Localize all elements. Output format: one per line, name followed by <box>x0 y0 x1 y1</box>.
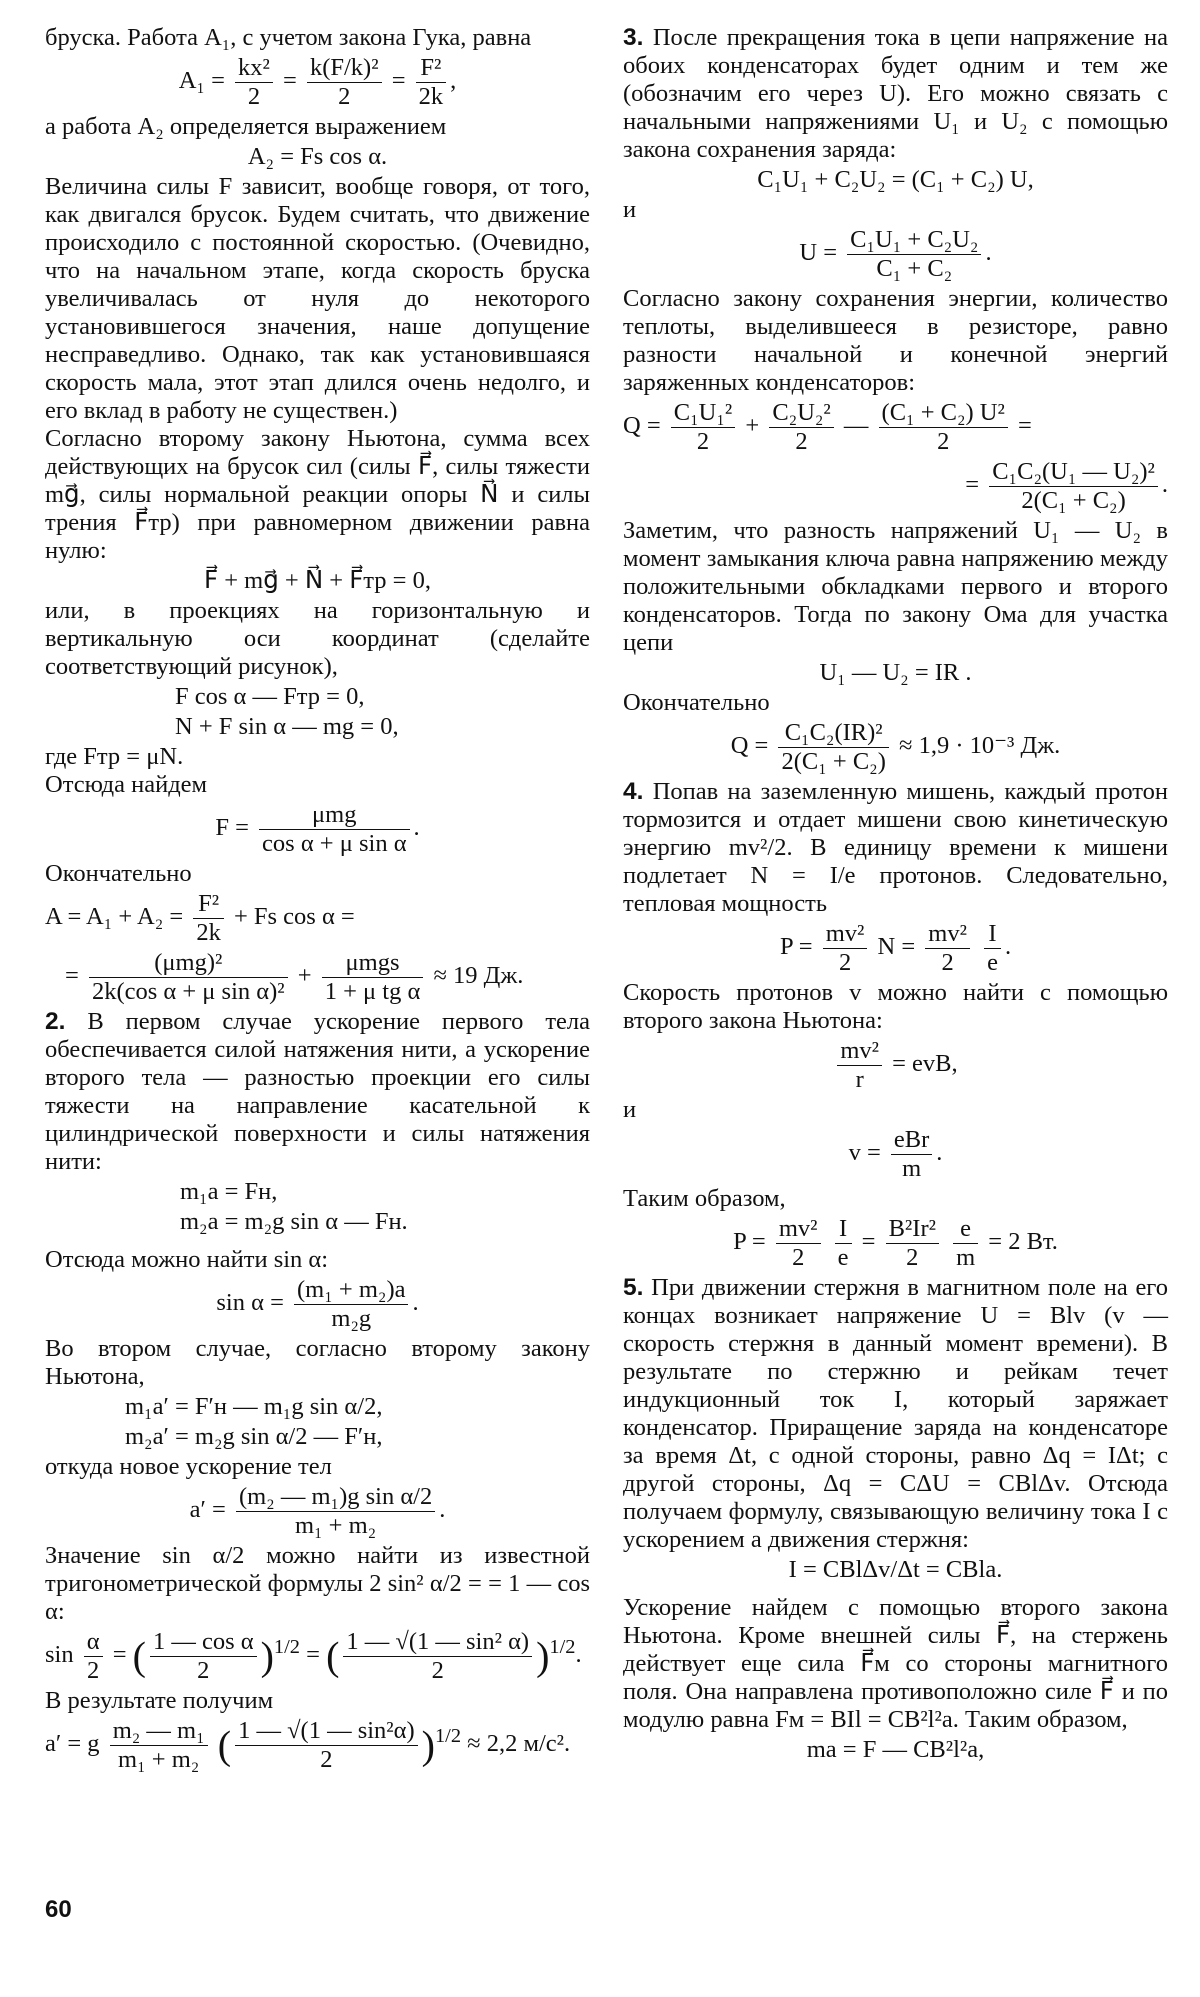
paragraph: и <box>623 196 637 223</box>
fraction: $\frac{\text{k(F/k)²}}{2}$ <box>307 54 382 111</box>
paragraph: Окончательно <box>623 689 770 716</box>
fraction: $\frac{\text{C₁C₂(IR)²}}{\text{2(C₁ + C₂)}}$ <box>778 719 888 776</box>
paragraph: 2. В первом случае ускорение первого тела обеспечивается силой натяжения нити, а ускорение второго тела — разностью проекции его силы тяжести на направление касательной к цилиндрической поверхности и силы натяжения нити: <box>45 1008 591 1175</box>
paragraph: Значение sin α/2 можно найти из известной тригонометрической формулы 2 sin² α/2 = = 1 — cos α: <box>45 1542 590 1625</box>
paragraph: Ускорение найдем с помощью второго закона Ньютона. Кроме внешней силы F⃗, на стержень действует еще сила F⃗м со стороны магнитного поля. Она направлена противоположно силе F⃗ и по модулю равна Fм = BIl = CB²l²a. Таким образом, <box>623 1594 1168 1733</box>
paragraph: 3. После прекращения тока в цепи напряжение на обоих конденсаторах будет одним и тем же (обозначим его через U). Его можно связать с начальными напряжениями U₁ и U₂ с помощью закона сохранения заряда: <box>623 24 1169 163</box>
problem-number: 2. <box>45 1008 66 1035</box>
equation-projection-x: F cos α — Fтр = 0, <box>175 683 365 710</box>
paragraph: Скорость протонов v можно найти с помощью второго закона Ньютона: <box>623 979 1168 1034</box>
equation-work-result: = $\frac{\text{(μmg)²}}{\text{2k(cos α + μ sin α)²}}$ + $\frac{\text{μmgs}}{\text{1 + μ tg α}}$ ≈ 19 Дж. <box>65 949 524 1005</box>
paragraph: Согласно закону сохранения энергии, количество теплоты, выделившееся в резисторе, равно разности начальной и конечной энергий заряженных конденсаторов: <box>623 285 1168 396</box>
equation-case2-body1: m₁a′ = F′н — m₁g sin α/2, <box>125 1393 383 1420</box>
right-column <box>623 24 1168 1766</box>
fraction: $\frac{\text{mv²}}{2}$ <box>823 920 868 977</box>
equation-new-accel: a′ = $\frac{\text{(m₂ — m₁)g sin α/2}}{\text{m₁ + m₂}}$ . <box>189 1483 446 1539</box>
fraction: $\frac{\text{C₂U₂²}}{2}$ <box>769 399 833 456</box>
paragraph: Согласно второму закону Ньютона, сумма всех действующих на брусок сил (силы F⃗, силы тяжести mg⃗, силы нормальной реакции опоры N⃗ и силы трения F⃗тр) при равномерном движении равна нулю: <box>45 425 590 564</box>
equation-velocity: v = $\frac{\text{eBr}}{m}$ . <box>848 1126 943 1182</box>
equation-heat-result: = $\frac{\text{C₁C₂(U₁ — U₂)²}}{\text{2(C₁ + C₂)}}$ . <box>965 458 1168 514</box>
equation-a2: A₂ = Fs cos α. <box>247 143 388 170</box>
paragraph: Величина силы F зависит, вообще говоря, от того, как двигался брусок. Будем считать, что движение происходило с постоянной скоростью. (Очевидно, что на начальном этапе, когда скорость бруска увеличивалась от нуля до некоторого установившегося значения, наше допущение несправедливо. Однако, так как установившаяся скорость мала, этот этап длился очень недолго, и его вклад в работу не существен.) <box>45 173 590 424</box>
paragraph: Окончательно <box>45 860 192 887</box>
equation-power: P = $\frac{\text{mv²}}{2}$ N = $\frac{\text{mv²}}{2}$ $\frac{I}{e}$ . <box>779 920 1012 976</box>
fraction: $\frac{\text{C₁C₂(U₁ — U₂)²}}{\text{2(C₁ + C₂)}}$ <box>989 458 1158 515</box>
paragraph: 4. Попав на заземленную мишень, каждый протон тормозится и отдает мишени свою кинетическую энергию mv²/2. В единицу времени к мишени подлетает N = I/e протонов. Следовательно, тепловая мощность <box>623 778 1169 917</box>
fraction: $\frac{\text{(m₂ — m₁)g sin α/2}}{\text{m₁ + m₂}}$ <box>236 1483 435 1540</box>
fraction: $\frac{e}{m}$ <box>953 1215 978 1272</box>
paragraph: Заметим, что разность напряжений U₁ — U₂ в момент замыкания ключа равна напряжению между положительными обкладками первого и второго конденсаторов. Тогда по закону Ома для участка цепи <box>623 517 1168 656</box>
fraction: $\frac{I}{e}$ <box>835 1215 852 1272</box>
equation-sin: sin α = $\frac{\text{(m₁ + m₂)a}}{\text{m₂g}}$ . <box>216 1276 419 1332</box>
fraction: $\frac{\text{1 — √(1 — sin²α)}}{2}$ <box>235 1717 418 1774</box>
fraction: $\frac{\text{(C₁ + C₂) U²}}{2}$ <box>879 399 1008 456</box>
equation-heat-final: Q = $\frac{\text{C₁C₂(IR)²}}{\text{2(C₁ + C₂)}}$ ≈ 1,9 · 10⁻³ Дж. <box>730 719 1061 775</box>
problem-number: 4. <box>623 778 644 805</box>
equation-case2-body2: m₂a′ = m₂g sin α/2 — F′н, <box>125 1423 383 1450</box>
problem-number: 5. <box>623 1274 644 1301</box>
equation-body2: m₂a = m₂g sin α — Fн. <box>180 1208 408 1235</box>
page-number: 60 <box>45 1896 72 1923</box>
paragraph: Во втором случае, согласно второму закону Ньютона, <box>45 1335 590 1390</box>
paragraph: Таким образом, <box>623 1185 786 1212</box>
paragraph: бруска. Работа A₁, с учетом закона Гука, равна <box>45 24 532 51</box>
fraction: $\frac{\alpha}{2}$ <box>84 1628 103 1685</box>
fraction: $\frac{\text{mv²}}{2}$ <box>776 1215 821 1272</box>
fraction: $\frac{\text{1 — cos α}}{2}$ <box>150 1628 257 1685</box>
equation-voltage: U = $\frac{\text{C₁U₁ + C₂U₂}}{\text{C₁ + C₂}}$ . <box>799 226 992 282</box>
fraction: $\frac{I}{e}$ <box>984 920 1001 977</box>
equation-half-angle: sin $\frac{\alpha}{2}$ = ( $\frac{\text{1 — cos α}}{2}$ )$^{1/2}$ = ( $\frac{\text{1 — √(1 — sin² α)}}{2}$ )$^{1/2}$. <box>45 1628 582 1684</box>
fraction: $\frac{\text{C₁U₁²}}{2}$ <box>671 399 735 456</box>
equation-rod-motion: ma = F — CB²l²a, <box>806 1736 985 1763</box>
equation-result-accel: a′ = g $\frac{\text{m₂ — m₁}}{\text{m₁ + m₂}}$ ( $\frac{\text{1 — √(1 — sin²α)}}{2}$ )$^{1/2}$ ≈ 2,2 м/с². <box>45 1717 571 1773</box>
equation-work: A = A₁ + A₂ = $\frac{\text{F²}}{2k}$ + Fs cos α = <box>45 890 355 946</box>
problem-number: 3. <box>623 24 644 51</box>
paragraph: Отсюда можно найти sin α: <box>45 1246 329 1273</box>
equation-newton-proton: $\frac{\text{mv²}}{r}$ = evB, <box>623 1037 1168 1094</box>
equation-force-sum: F⃗ + mg⃗ + N⃗ + F⃗тр = 0, <box>203 567 432 594</box>
paragraph: откуда новое ускорение тел <box>45 1453 332 1480</box>
fraction: $\frac{\text{μmgs}}{\text{1 + μ tg α}}$ <box>322 949 424 1006</box>
fraction: $\frac{\text{mv²}}{r}$ <box>837 1037 882 1094</box>
paragraph: В результате получим <box>45 1687 274 1714</box>
equation-current: I = CBlΔv/Δt = CBla. <box>788 1556 1003 1583</box>
paragraph: где Fтр = μN. <box>45 743 184 770</box>
fraction: $\frac{\text{C₁U₁ + C₂U₂}}{\text{C₁ + C₂}}$ <box>847 226 981 283</box>
paragraph: 5. При движении стержня в магнитном поле на его концах возникает напряжение U = Blv (v — скорость стержня в данный момент времени). В результате по стержню и рейкам течет индукционный ток I, который заряжает конденсатор. Приращение заряда на конденсаторе за время Δt, с одной стороны, равно Δq = IΔt; с другой стороны, Δq = CΔU = CBlΔv. Отсюда получаем формулу, связывающую величину тока I с ускорением a движения стержня: <box>623 1274 1169 1553</box>
paragraph: Отсюда найдем <box>45 771 208 798</box>
equation-projection-y: N + F sin α — mg = 0, <box>175 713 399 740</box>
fraction: $\frac{\text{F²}}{2k}$ <box>416 54 447 111</box>
fraction: $\frac{\text{kx²}}{2}$ <box>235 54 273 111</box>
left-column <box>45 24 590 1776</box>
fraction: $\frac{\text{F²}}{2k}$ <box>193 890 224 947</box>
equation-force: F = $\frac{\text{μmg}}{\text{cos α + μ sin α}}$ . <box>215 801 420 857</box>
equation-power-result: P = $\frac{\text{mv²}}{2}$ $\frac{I}{e}$ = $\frac{\text{B²Ir²}}{2}$ $\frac{e}{m}$ = 2 Вт. <box>733 1215 1058 1271</box>
equation-ohm: U₁ — U₂ = IR . <box>819 659 972 686</box>
paragraph: или, в проекциях на горизонтальную и вертикальную оси координат (сделайте соответствующий рисунок), <box>45 597 590 680</box>
fraction: $\frac{\text{B²Ir²}}{2}$ <box>886 1215 939 1272</box>
paragraph: и <box>623 1096 637 1123</box>
equation-charge: C₁U₁ + C₂U₂ = (C₁ + C₂) U, <box>757 166 1034 193</box>
fraction: $\frac{\text{1 — √(1 — sin² α)}}{2}$ <box>343 1628 532 1685</box>
equation-body1: m₁a = Fн, <box>180 1178 278 1205</box>
fraction: $\frac{\text{mv²}}{2}$ <box>925 920 970 977</box>
fraction: $\frac{\text{(μmg)²}}{\text{2k(cos α + μ sin α)²}}$ <box>89 949 288 1006</box>
fraction: $\frac{\text{m₂ — m₁}}{\text{m₁ + m₂}}$ <box>110 1717 208 1774</box>
paragraph: а работа A₂ определяется выражением <box>45 113 447 140</box>
equation-heat: Q = $\frac{\text{C₁U₁²}}{2}$ + $\frac{\text{C₂U₂²}}{2}$ — $\frac{\text{(C₁ + C₂) U²}}{2}$ = <box>623 399 1032 455</box>
fraction: $\frac{\text{μmg}}{\text{cos α + μ sin α}}$ <box>259 801 410 858</box>
equation-a1: A₁ = $\frac{\text{kx²}}{2}$ = $\frac{\text{k(F/k)²}}{2}$ = $\frac{\text{F²}}{2k}$ , <box>178 54 457 110</box>
fraction: $\frac{\text{eBr}}{m}$ <box>891 1126 932 1183</box>
fraction: $\frac{\text{(m₁ + m₂)a}}{\text{m₂g}}$ <box>294 1276 408 1333</box>
